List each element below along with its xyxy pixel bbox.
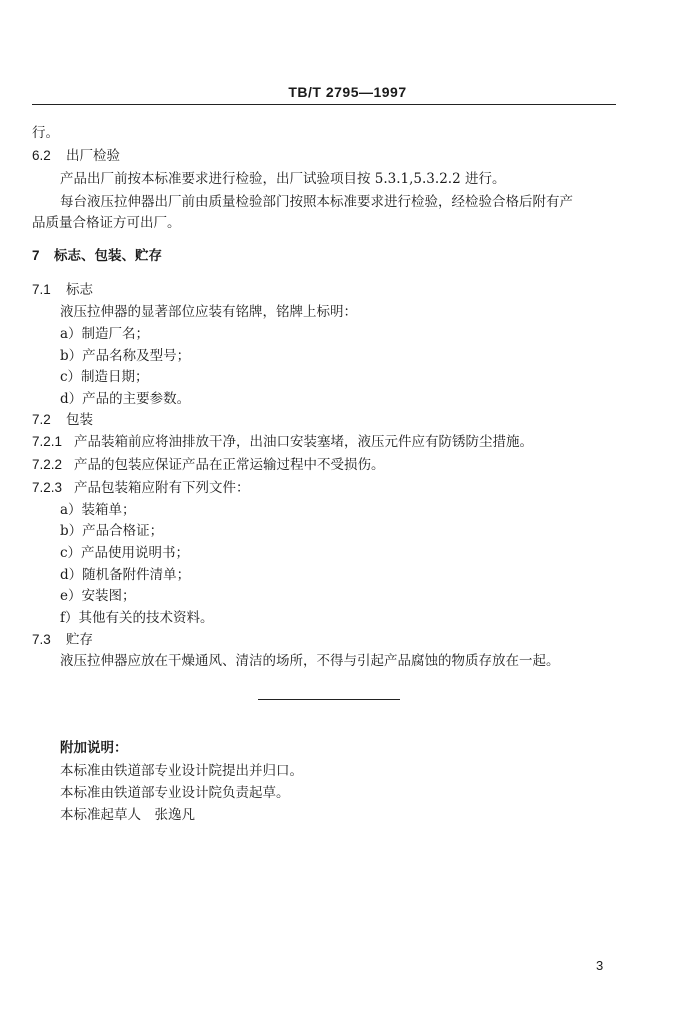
list-item: a）装箱单； [60,502,136,518]
list-item: b）产品名称及型号； [60,348,191,364]
section-title: 包装 [66,412,93,428]
list-item: e）安装图； [60,588,136,604]
subsection-7-2-1 [32,433,533,451]
paragraph: 液压拉伸器应放在干燥通风、清洁的场所，不得与引起产品腐蚀的物质存放在一起。 [60,653,560,669]
list-item: c）产品使用说明书； [60,545,190,561]
header-rule [32,104,616,105]
section-title: 标志、包装、贮存 [54,248,162,264]
list-item: d）产品的主要参数。 [60,391,191,407]
note-line: 本标准由铁道部专业设计院负责起草。 [60,785,290,801]
note-line: 本标准起草人 张逸凡 [60,807,195,823]
list-item: b）产品合格证； [60,523,164,539]
section-number: 7.2.1 [32,434,63,449]
list-item: d）随机备附件清单； [60,567,191,583]
section-number: 6.2 [32,148,51,163]
section-7-1-heading [32,281,93,299]
section-7-2-heading [32,411,93,429]
section-7-heading [32,247,162,265]
list-item: a）制造厂名； [60,326,150,342]
section-7-3-heading [32,631,93,649]
section-title: 贮存 [66,632,93,648]
notes-title: 附加说明： [60,740,128,756]
list-item: c）制造日期； [60,369,149,385]
section-number: 7 [32,248,40,263]
subsection-7-2-3 [32,479,250,497]
section-number: 7.3 [32,632,51,647]
section-divider [258,699,400,700]
paragraph: 产品包装箱应附有下列文件： [74,480,250,496]
note-line: 本标准由铁道部专业设计院提出并归口。 [60,763,303,779]
page-number: 3 [596,958,604,973]
paragraph: 产品装箱前应将油排放干净，出油口安装塞堵，液压元件应有防锈防尘措施。 [74,434,534,450]
paragraph: 品质量合格证方可出厂。 [32,215,181,231]
section-number: 7.2.2 [32,457,63,472]
list-item: f）其他有关的技术资料。 [60,610,214,626]
paragraph: 产品出厂前按本标准要求进行检验，出厂试验项目按 5.3.1,5.3.2.2 进行。 [60,171,506,187]
continued-text: 行。 [32,125,59,141]
subsection-7-2-2 [32,456,385,474]
standard-code-header: TB/T 2795—1997 [288,84,407,100]
paragraph: 产品的包装应保证产品在正常运输过程中不受损伤。 [74,457,385,473]
paragraph: 液压拉伸器的显著部位应装有铭牌，铭牌上标明： [60,304,357,320]
section-6-2-heading [32,147,120,165]
section-title: 出厂检验 [66,148,120,164]
section-number: 7.2.3 [32,480,63,495]
section-number: 7.2 [32,412,51,427]
section-number: 7.1 [32,282,51,297]
paragraph: 每台液压拉伸器出厂前由质量检验部门按照本标准要求进行检验，经检验合格后附有产 [60,194,573,210]
section-title: 标志 [66,282,93,298]
